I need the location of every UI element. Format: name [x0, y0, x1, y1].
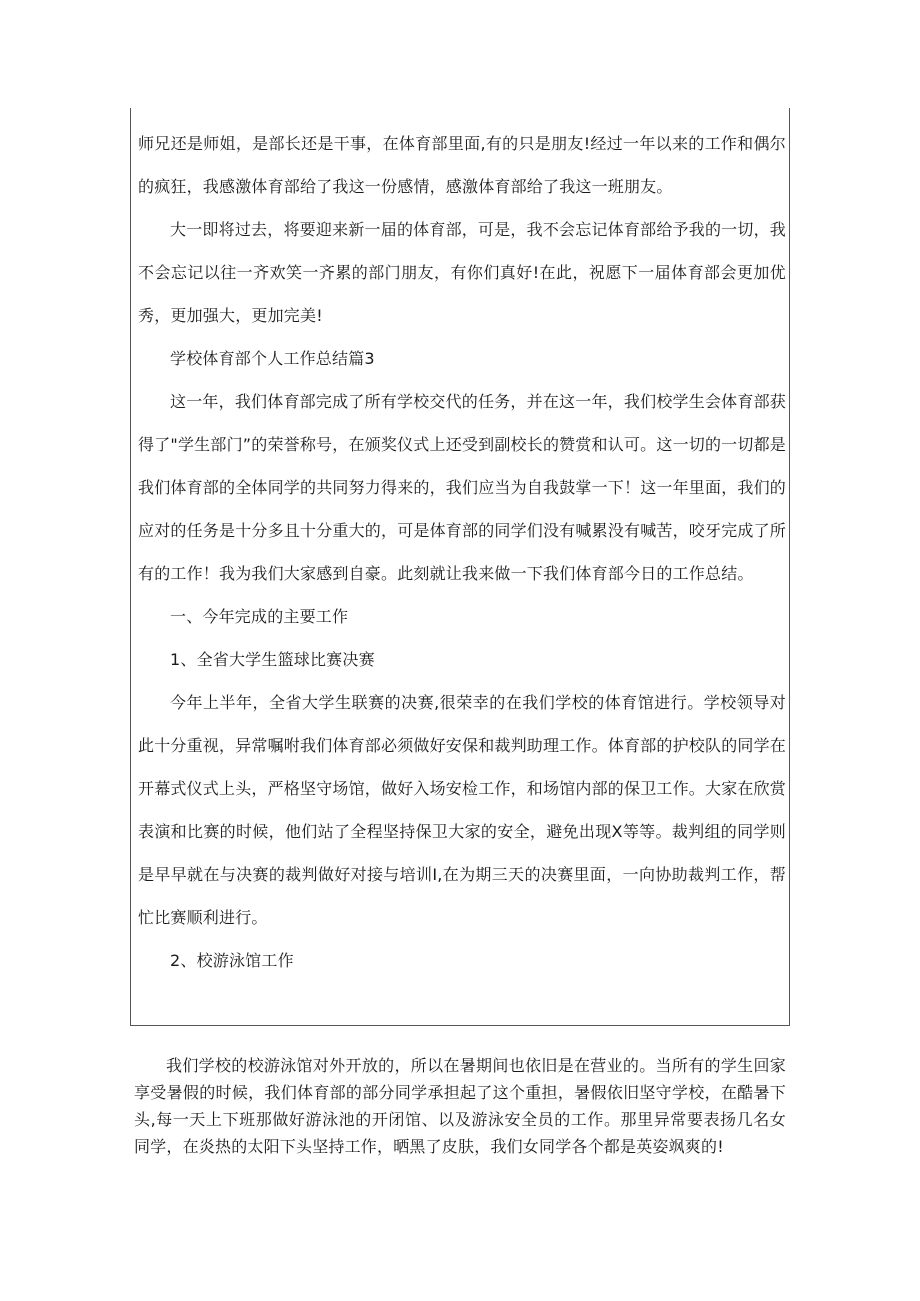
list-item-heading: 2、校游泳馆工作: [170, 951, 294, 970]
list-item-heading: 1、全省大学生篮球比赛决赛: [170, 650, 375, 669]
paragraph: 这一年，我们体育部完成了所有学校交代的任务，并在这一年，我们校学生会体育部获得了"学生部门”的荣誉称号，在颁奖仪式上还受到副校长的赞赏和认可。这一切的一切都是我们体育部的全体同学的共同努力得来的，我们应当为自我鼓掌一下！这一年里面，我们的应对的任务是十分多且十分重大的，可是体育部的同学们没有喊累没有喊苦，咬牙完成了所有的工作！我为我们大家感到自豪。此刻就让我来做一下我们体育部今日的工作总结。: [138, 392, 787, 583]
paragraph: 我们学校的校游泳馆对外开放的，所以在暑期间也依旧是在营业的。当所有的学生回家享受暑假的时候，我们体育部的部分同学承担起了这个重担，暑假依旧坚守学校，在酷暑下头,每一天上下班那做好游泳池的开闭馆、以及游泳安全员的工作。那里异常要表扬几名女同学，在炎热的太阳下头坚持工作，晒黑了皮肤，我们女同学各个都是英姿飒爽的!: [134, 1056, 786, 1156]
paragraph: 大一即将过去，将要迎来新一届的体育部，可是，我不会忘记体育部给予我的一切，我不会忘记以往一齐欢笑一齐累的部门朋友，有你们真好!在此，祝愿下一届体育部会更加优秀，更加强大，更加完美!: [138, 220, 786, 325]
section-heading: 学校体育部个人工作总结篇3: [170, 349, 375, 368]
trailing-text: [134, 1052, 786, 1160]
paragraph: 今年上半年，全省大学生联赛的决赛,很荣幸的在我们学校的体育馆进行。学校领导对此十分重视，异常嘱咐我们体育部必须做好安保和裁判助理工作。体育部的护校队的同学在开幕式仪式上头，严格坚守场馆，做好入场安检工作，和场馆内部的保卫工作。大家在欣赏表演和比赛的时候，他们站了全程坚持保卫大家的安全，避免出现X等等。裁判组的同学则是早早就在与决赛的裁判做好对接与培训I,在为期三天的决赛里面，一向协助裁判工作，帮忙比赛顺利进行。: [138, 693, 787, 927]
bordered-text-content: [138, 122, 786, 982]
paragraph: 师兄还是师姐，是部长还是干事，在体育部里面,有的只是朋友!经过一年以来的工作和偶尔的疯狂，我感激体育部给了我这一份感情，感激体育部给了我这一班朋友。: [138, 134, 786, 196]
bordered-text-box: [130, 108, 790, 1026]
subsection-heading: 一、今年完成的主要工作: [170, 607, 349, 626]
